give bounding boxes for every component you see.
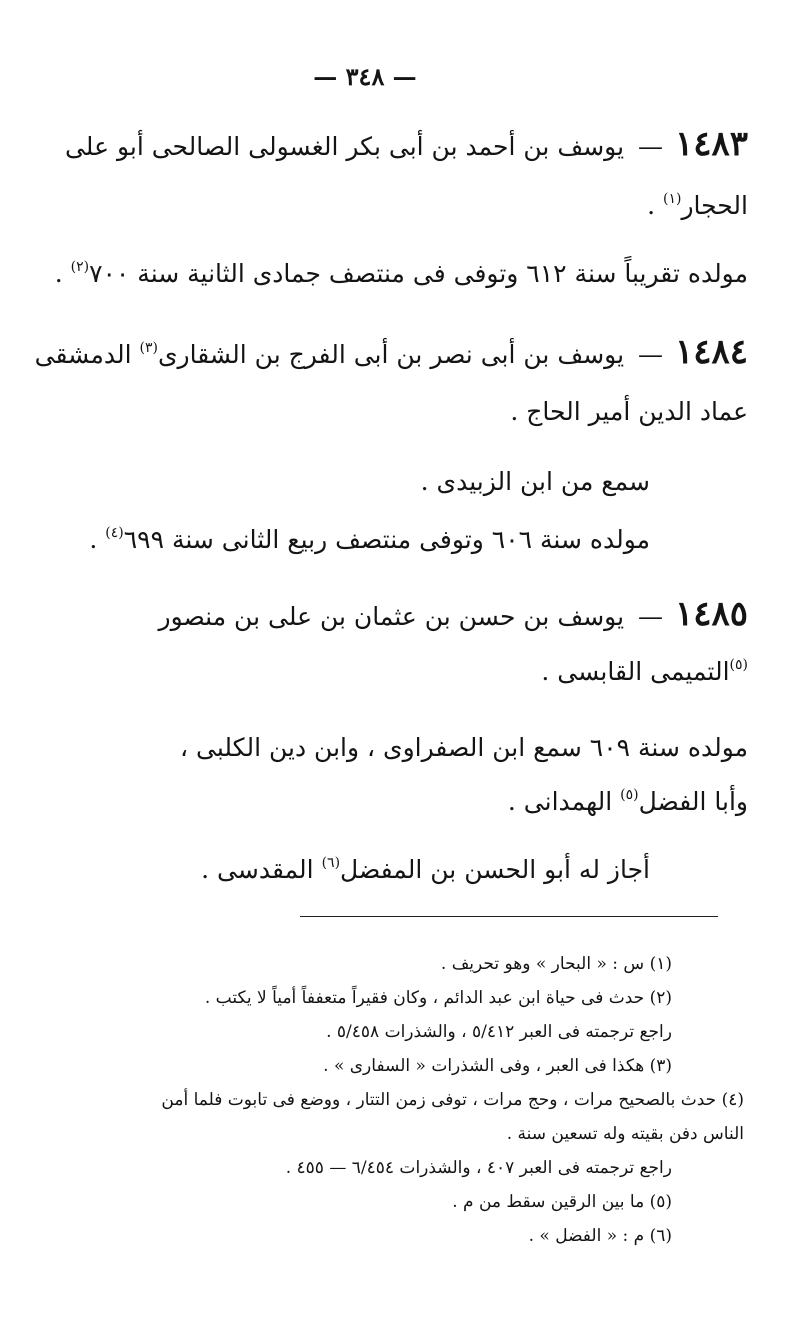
- entry-dash: —: [638, 132, 663, 161]
- footnote-ref: (١): [663, 191, 682, 207]
- footnote-ref: (٢): [70, 259, 90, 275]
- entry-1484-heard: سمع من ابن الزبيدى .: [420, 467, 650, 496]
- entry-detail-end: المقدسى .: [201, 855, 314, 884]
- entry-1484-heading: [34, 332, 748, 375]
- footnote-2-ref: راجع ترجمته فى العبر ٥/٤١٢ ، والشذرات ٥/٤٥٨ .: [326, 1022, 672, 1042]
- footnote-2: (٢) حدث فى حياة ابن عبد الدائم ، وكان فقيراً متعففاً أمياً لا يكتب .: [204, 988, 672, 1008]
- entry-name-cont: التميمى القابسى .: [541, 657, 730, 686]
- entry-dash: —: [638, 340, 663, 369]
- entry-name: يوسف بن أبى نصر بن أبى الفرج بن الشقارى: [157, 340, 625, 369]
- entry-1485-heading: [158, 594, 749, 634]
- entry-name: يوسف بن أحمد بن أبى بكر الغسولى الصالحى أبو على: [64, 132, 625, 161]
- entry-1485-license: [201, 854, 650, 890]
- entry-1484-name-cont: عماد الدين أمير الحاج .: [510, 397, 748, 426]
- entry-name-cont: الحجار: [681, 191, 748, 220]
- footnote-4: (٤) حدث بالصحيح مرات ، وحج مرات ، توفى زمن التتار ، ووضع فى تابوت فلما أمن: [161, 1090, 744, 1110]
- footnote-ref: (٤): [105, 525, 124, 541]
- footnote-ref: (٥): [620, 787, 639, 803]
- period: .: [647, 191, 656, 220]
- entry-number: ١٤٨٣: [674, 124, 748, 164]
- entry-1485-heard-cont: [508, 786, 748, 822]
- footnote-1: (١) س : « البحار » وهو تحريف .: [440, 954, 672, 974]
- entry-1483-birth-death: [55, 258, 748, 294]
- entry-number: ١٤٨٤: [674, 332, 748, 372]
- footnote-divider: [300, 916, 718, 917]
- entry-1483-heading: [64, 124, 748, 164]
- entry-detail: أجاز له أبو الحسن بن المفضل: [340, 855, 650, 884]
- footnote-ref: (٥): [729, 657, 748, 673]
- period: .: [89, 525, 98, 554]
- footnote-3: (٣) هكذا فى العبر ، وفى الشذرات « السفارى » .: [323, 1056, 672, 1076]
- entry-detail-end: الهمدانى .: [507, 787, 613, 816]
- entry-detail: مولده سنة ٦٠٦ وتوفى منتصف ربيع الثانى سنة ٦٩٩: [123, 525, 650, 554]
- footnote-ref: (٣): [139, 340, 158, 356]
- footnote-4-ref: راجع ترجمته فى العبر ٤٠٧ ، والشذرات ٦/٤٥٤ — ٤٥٥ .: [285, 1158, 672, 1178]
- footnote-5: (٥) ما بين الرقين سقط من م .: [452, 1192, 672, 1212]
- entry-1485-birth-heard: مولده سنة ٦٠٩ سمع ابن الصفراوى ، وابن دين الكلبى ،: [179, 733, 748, 762]
- entry-1483-name-cont: [647, 190, 748, 226]
- entry-detail: مولده تقريباً سنة ٦١٢ وتوفى فى منتصف جمادى الثانية سنة ٧٠٠: [89, 259, 748, 288]
- entry-detail: وأبا الفضل: [638, 787, 748, 816]
- footnote-6: (٦) م : « الفضل » .: [528, 1226, 672, 1246]
- entry-name: يوسف بن حسن بن عثمان بن على بن منصور: [158, 602, 625, 631]
- footnote-ref: (٦): [321, 855, 341, 871]
- period: .: [54, 259, 63, 288]
- entry-dash: —: [638, 602, 663, 631]
- footnote-4-cont: الناس دفن بقيته وله تسعين سنة .: [506, 1124, 744, 1144]
- entry-number: ١٤٨٥: [674, 594, 748, 634]
- entry-1485-name-cont: [541, 656, 748, 692]
- page-number: — ٣٤٨ —: [313, 62, 417, 91]
- entry-name-end: الدمشقى: [34, 340, 132, 369]
- entry-1484-birth-death: [89, 524, 650, 560]
